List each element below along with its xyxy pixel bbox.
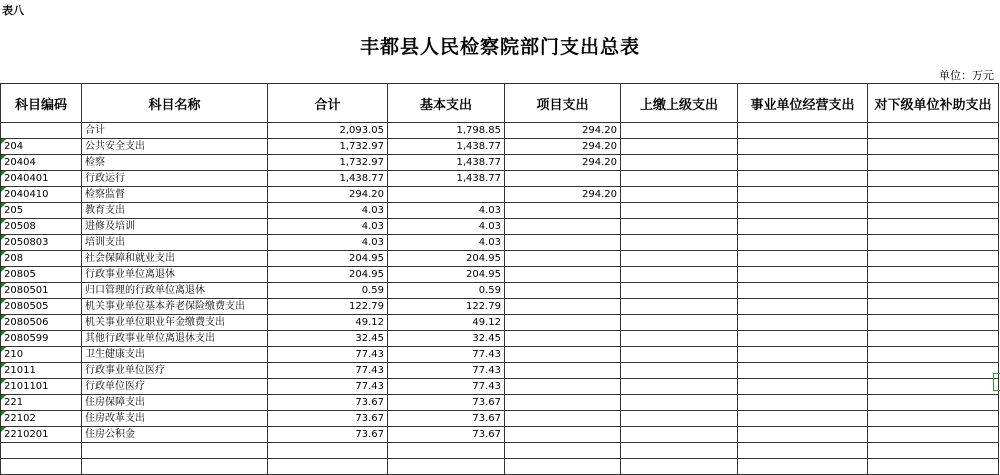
cell-basic[interactable]: 0.59	[388, 283, 505, 299]
cell-name[interactable]: 机关事业单位职业年金缴费支出	[82, 315, 268, 331]
cell-business[interactable]	[738, 139, 868, 155]
cell-code[interactable]: 204	[1, 139, 82, 155]
cell-upper[interactable]	[621, 203, 738, 219]
cell-name[interactable]: 合计	[82, 123, 268, 139]
sheet-label: 表八	[2, 4, 24, 17]
cell-total[interactable]: 49.12	[268, 315, 388, 331]
empty-cell[interactable]	[505, 459, 621, 475]
cell-subsidy[interactable]	[868, 315, 999, 331]
cell-total[interactable]: 32.45	[268, 331, 388, 347]
cell-business[interactable]	[738, 123, 868, 139]
cell-upper[interactable]	[621, 411, 738, 427]
cell-name[interactable]: 检察	[82, 155, 268, 171]
table-row	[1, 235, 999, 251]
cell-business[interactable]	[738, 379, 868, 395]
cell-project[interactable]	[505, 379, 621, 395]
cell-name[interactable]: 公共安全支出	[82, 139, 268, 155]
table-row	[1, 171, 999, 187]
cell-subsidy[interactable]	[868, 411, 999, 427]
cell-total[interactable]: 1,732.97	[268, 155, 388, 171]
cell-total[interactable]: 204.95	[268, 267, 388, 283]
empty-cell[interactable]	[738, 459, 868, 475]
cell-name[interactable]: 行政单位医疗	[82, 379, 268, 395]
cell-project[interactable]	[505, 427, 621, 443]
empty-cell[interactable]	[621, 459, 738, 475]
cell-code[interactable]: 20508	[1, 219, 82, 235]
cell-business[interactable]	[738, 347, 868, 363]
cell-name[interactable]: 社会保障和就业支出	[82, 251, 268, 267]
cell-code[interactable]: 2080505	[1, 299, 82, 315]
cell-subsidy[interactable]	[868, 299, 999, 315]
empty-cell[interactable]	[388, 459, 505, 475]
cell-project[interactable]	[505, 299, 621, 315]
cell-name[interactable]: 教育支出	[82, 203, 268, 219]
cell-name[interactable]: 其他行政事业单位离退休支出	[82, 331, 268, 347]
cell-code[interactable]: 2080506	[1, 315, 82, 331]
col-header-business: 事业单位经营支出	[738, 84, 868, 123]
cell-project[interactable]	[505, 171, 621, 187]
cell-basic[interactable]: 1,438.77	[388, 139, 505, 155]
cell-business[interactable]	[738, 283, 868, 299]
cell-business[interactable]	[738, 267, 868, 283]
cell-code[interactable]: 2040410	[1, 187, 82, 203]
cell-subsidy[interactable]	[868, 171, 999, 187]
cell-upper[interactable]	[621, 347, 738, 363]
cell-project[interactable]	[505, 203, 621, 219]
col-header-code: 科目编码	[1, 84, 82, 123]
table-row	[1, 379, 999, 395]
empty-cell[interactable]	[868, 459, 999, 475]
cell-project[interactable]: 294.20	[505, 187, 621, 203]
cell-upper[interactable]	[621, 299, 738, 315]
table-row	[1, 155, 999, 171]
cell-subsidy[interactable]	[868, 187, 999, 203]
cell-subsidy[interactable]	[868, 363, 999, 379]
cell-basic[interactable]: 73.67	[388, 411, 505, 427]
cell-code[interactable]: 2080501	[1, 283, 82, 299]
cell-project[interactable]	[505, 395, 621, 411]
cell-upper[interactable]	[621, 395, 738, 411]
cell-basic[interactable]: 204.95	[388, 267, 505, 283]
cell-project[interactable]: 294.20	[505, 123, 621, 139]
cell-code[interactable]	[1, 123, 82, 139]
col-header-upper: 上缴上级支出	[621, 84, 738, 123]
cell-name[interactable]: 住房保障支出	[82, 395, 268, 411]
cell-upper[interactable]	[621, 251, 738, 267]
cell-project[interactable]	[505, 267, 621, 283]
cell-business[interactable]	[738, 203, 868, 219]
cell-subsidy[interactable]	[868, 219, 999, 235]
table-row	[1, 219, 999, 235]
cell-basic[interactable]: 77.43	[388, 363, 505, 379]
cell-total[interactable]: 73.67	[268, 395, 388, 411]
cell-total[interactable]: 0.59	[268, 283, 388, 299]
cell-basic[interactable]: 122.79	[388, 299, 505, 315]
table-row	[1, 123, 999, 139]
page-title: 丰都县人民检察院部门支出总表	[359, 36, 640, 58]
cell-code[interactable]: 20404	[1, 155, 82, 171]
empty-cell[interactable]	[82, 443, 268, 459]
cell-project[interactable]	[505, 251, 621, 267]
col-header-project: 项目支出	[505, 84, 621, 123]
cell-project[interactable]: 294.20	[505, 155, 621, 171]
cell-subsidy[interactable]	[868, 155, 999, 171]
expenditure-table	[0, 83, 999, 475]
table-row	[1, 427, 999, 443]
cell-subsidy[interactable]	[868, 203, 999, 219]
cell-upper[interactable]	[621, 123, 738, 139]
cell-name[interactable]: 培训支出	[82, 235, 268, 251]
cell-subsidy[interactable]	[868, 283, 999, 299]
cell-business[interactable]	[738, 219, 868, 235]
cell-name[interactable]: 行政事业单位离退休	[82, 267, 268, 283]
cell-business[interactable]	[738, 155, 868, 171]
cell-total[interactable]: 122.79	[268, 299, 388, 315]
cell-subsidy[interactable]	[868, 331, 999, 347]
cell-upper[interactable]	[621, 267, 738, 283]
table-row	[1, 347, 999, 363]
cell-name[interactable]: 行政运行	[82, 171, 268, 187]
cell-project[interactable]	[505, 283, 621, 299]
cell-business[interactable]	[738, 299, 868, 315]
cell-name[interactable]: 卫生健康支出	[82, 347, 268, 363]
cell-total[interactable]: 4.03	[268, 219, 388, 235]
cell-code[interactable]: 210	[1, 347, 82, 363]
table-row	[1, 203, 999, 219]
cell-code[interactable]: 2050803	[1, 235, 82, 251]
col-header-basic: 基本支出	[388, 84, 505, 123]
cell-name[interactable]: 住房公积金	[82, 427, 268, 443]
cell-subsidy[interactable]	[868, 139, 999, 155]
cell-code[interactable]: 21011	[1, 363, 82, 379]
unit-label: 单位：万元	[939, 69, 994, 82]
empty-cell[interactable]	[505, 443, 621, 459]
table-row	[1, 411, 999, 427]
cell-upper[interactable]	[621, 315, 738, 331]
cell-total[interactable]: 77.43	[268, 363, 388, 379]
cell-total[interactable]: 2,093.05	[268, 123, 388, 139]
cell-project[interactable]	[505, 363, 621, 379]
empty-row	[1, 443, 999, 459]
empty-cell[interactable]	[738, 443, 868, 459]
empty-cell[interactable]	[621, 443, 738, 459]
cell-upper[interactable]	[621, 283, 738, 299]
cell-basic[interactable]: 4.03	[388, 203, 505, 219]
cell-project[interactable]	[505, 235, 621, 251]
table-row	[1, 283, 999, 299]
empty-cell[interactable]	[82, 459, 268, 475]
cell-business[interactable]	[738, 171, 868, 187]
cell-business[interactable]	[738, 315, 868, 331]
cell-name[interactable]: 住房改革支出	[82, 411, 268, 427]
col-header-name: 科目名称	[82, 84, 268, 123]
cell-basic[interactable]: 73.67	[388, 395, 505, 411]
table-row	[1, 251, 999, 267]
cell-subsidy[interactable]	[868, 347, 999, 363]
cell-project[interactable]	[505, 331, 621, 347]
cell-basic[interactable]: 49.12	[388, 315, 505, 331]
cell-project[interactable]	[505, 411, 621, 427]
cell-subsidy[interactable]	[868, 395, 999, 411]
cell-code[interactable]: 205	[1, 203, 82, 219]
cell-code[interactable]: 208	[1, 251, 82, 267]
cell-basic[interactable]: 32.45	[388, 331, 505, 347]
col-header-total: 合计	[268, 84, 388, 123]
cell-basic[interactable]: 4.03	[388, 235, 505, 251]
cell-total[interactable]: 77.43	[268, 347, 388, 363]
cell-basic[interactable]: 1,438.77	[388, 155, 505, 171]
cell-business[interactable]	[738, 427, 868, 443]
cell-subsidy[interactable]	[868, 379, 999, 395]
empty-cell[interactable]	[268, 459, 388, 475]
cell-total[interactable]: 294.20	[268, 187, 388, 203]
col-header-subsidy: 对下级单位补助支出	[868, 84, 999, 123]
cell-business[interactable]	[738, 411, 868, 427]
cell-subsidy[interactable]	[868, 267, 999, 283]
empty-cell[interactable]	[268, 443, 388, 459]
table-row	[1, 395, 999, 411]
table-row	[1, 315, 999, 331]
cell-name[interactable]: 归口管理的行政单位离退休	[82, 283, 268, 299]
header-row	[1, 84, 999, 123]
cell-business[interactable]	[738, 235, 868, 251]
cell-upper[interactable]	[621, 187, 738, 203]
empty-cell[interactable]	[868, 443, 999, 459]
cell-business[interactable]	[738, 187, 868, 203]
table-row	[1, 299, 999, 315]
cell-upper[interactable]	[621, 379, 738, 395]
cell-name[interactable]: 进修及培训	[82, 219, 268, 235]
cell-total[interactable]: 1,732.97	[268, 139, 388, 155]
cell-basic[interactable]: 204.95	[388, 251, 505, 267]
cell-code[interactable]: 2210201	[1, 427, 82, 443]
cell-subsidy[interactable]	[868, 235, 999, 251]
cell-basic[interactable]: 77.43	[388, 379, 505, 395]
cell-project[interactable]	[505, 347, 621, 363]
cell-total[interactable]: 4.03	[268, 203, 388, 219]
cell-code[interactable]: 20805	[1, 267, 82, 283]
cell-total[interactable]: 4.03	[268, 235, 388, 251]
cell-basic[interactable]: 77.43	[388, 347, 505, 363]
cell-code[interactable]: 221	[1, 395, 82, 411]
cell-project[interactable]	[505, 315, 621, 331]
cell-business[interactable]	[738, 331, 868, 347]
cell-code[interactable]: 2080599	[1, 331, 82, 347]
cell-project[interactable]: 294.20	[505, 139, 621, 155]
cell-total[interactable]: 73.67	[268, 411, 388, 427]
cell-basic[interactable]: 1,798.85	[388, 123, 505, 139]
table-row	[1, 139, 999, 155]
cell-total[interactable]: 73.67	[268, 427, 388, 443]
cell-business[interactable]	[738, 363, 868, 379]
cell-upper[interactable]	[621, 331, 738, 347]
cell-upper[interactable]	[621, 155, 738, 171]
cell-basic[interactable]: 1,438.77	[388, 171, 505, 187]
cell-project[interactable]	[505, 219, 621, 235]
cell-name[interactable]: 行政事业单位医疗	[82, 363, 268, 379]
table-row	[1, 187, 999, 203]
cell-name[interactable]: 机关事业单位基本养老保险缴费支出	[82, 299, 268, 315]
cell-upper[interactable]	[621, 363, 738, 379]
cell-code[interactable]: 2101101	[1, 379, 82, 395]
cell-upper[interactable]	[621, 235, 738, 251]
table-row	[1, 331, 999, 347]
empty-cell[interactable]	[1, 443, 82, 459]
cell-subsidy[interactable]	[868, 251, 999, 267]
cell-name[interactable]: 检察监督	[82, 187, 268, 203]
cell-selection-edge	[993, 373, 1000, 391]
cell-total[interactable]: 204.95	[268, 251, 388, 267]
table-row	[1, 267, 999, 283]
cell-basic[interactable]: 73.67	[388, 427, 505, 443]
cell-business[interactable]	[738, 251, 868, 267]
cell-total[interactable]: 1,438.77	[268, 171, 388, 187]
cell-subsidy[interactable]	[868, 427, 999, 443]
cell-upper[interactable]	[621, 139, 738, 155]
cell-business[interactable]	[738, 395, 868, 411]
cell-upper[interactable]	[621, 427, 738, 443]
cell-basic[interactable]: 4.03	[388, 219, 505, 235]
cell-upper[interactable]	[621, 219, 738, 235]
cell-upper[interactable]	[621, 171, 738, 187]
cell-subsidy[interactable]	[868, 123, 999, 139]
table-row	[1, 363, 999, 379]
cell-code[interactable]: 22102	[1, 411, 82, 427]
cell-code[interactable]: 2040401	[1, 171, 82, 187]
empty-cell[interactable]	[1, 459, 82, 475]
cell-basic[interactable]	[388, 187, 505, 203]
empty-row	[1, 459, 999, 475]
empty-cell[interactable]	[388, 443, 505, 459]
cell-total[interactable]: 77.43	[268, 379, 388, 395]
